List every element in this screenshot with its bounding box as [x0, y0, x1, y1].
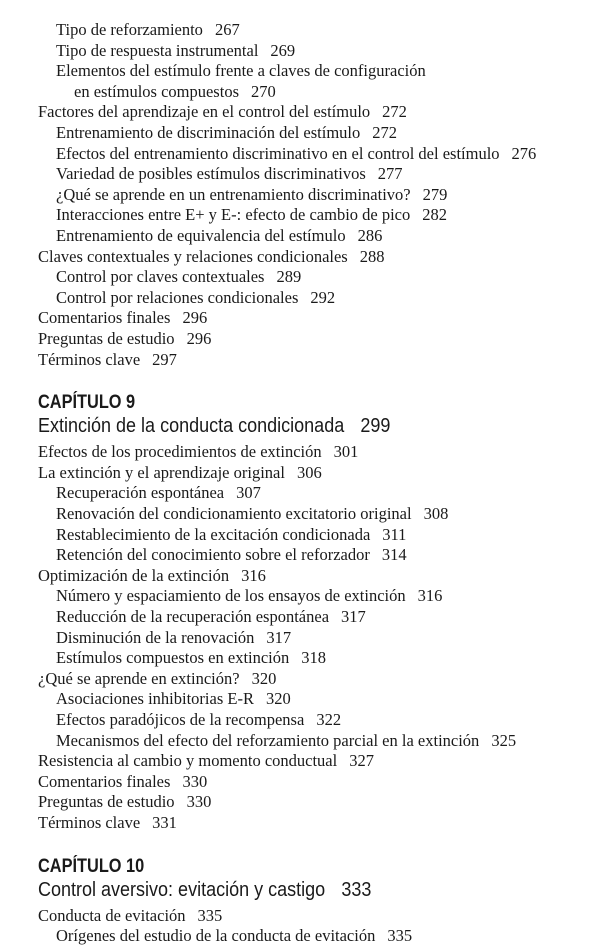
- toc-entry-text: Interacciones entre E+ y E-: efecto de cambio de pico: [56, 205, 411, 225]
- toc-entry-page: 320: [251, 668, 277, 688]
- toc-entry-page: 306: [296, 462, 322, 482]
- toc-entry: [56, 926, 412, 946]
- toc-entry: [38, 350, 177, 370]
- toc-entry-text: Tipo de reforzamiento: [56, 20, 203, 39]
- toc-entry-text: Preguntas de estudio: [38, 329, 175, 348]
- toc-entry-page: 311: [382, 524, 407, 544]
- toc-entry-page: 308: [423, 504, 449, 523]
- chapter-title-text: Control aversivo: evitación y castigo: [38, 878, 326, 901]
- toc-entry: [56, 710, 341, 730]
- toc-entry-text: Control por claves contextuales: [56, 267, 265, 287]
- toc-entry-page: 322: [316, 710, 342, 729]
- toc-entry-page: 325: [491, 730, 517, 750]
- toc-entry-page: 335: [197, 905, 223, 925]
- toc-entry-page: 331: [152, 813, 177, 832]
- toc-entry: [56, 288, 335, 308]
- toc-entry: [56, 504, 448, 524]
- toc-entry-page: 270: [250, 81, 276, 101]
- toc-entry-text: Tipo de respuesta instrumental: [56, 40, 259, 60]
- toc-entry: [38, 751, 374, 771]
- chapter-label: CAPÍTULO 10: [38, 855, 145, 877]
- toc-entry: [38, 772, 207, 792]
- toc-entry-text: Resistencia al cambio y momento conductual: [38, 751, 338, 771]
- toc-entry-page: 296: [182, 308, 208, 328]
- toc-entry: [56, 185, 447, 205]
- toc-entry: [56, 731, 516, 751]
- toc-entry-page: 267: [214, 20, 240, 39]
- toc-entry-text: Variedad de posibles estímulos discriminativos: [56, 164, 366, 184]
- toc-entry-page: 272: [382, 102, 407, 122]
- toc-entry: [56, 164, 403, 184]
- toc-entry-page: 292: [310, 287, 336, 307]
- toc-entry-page: 330: [186, 792, 212, 812]
- toc-entry-text: Factores del aprendizaje en el control del estímulo: [38, 102, 371, 122]
- toc-entry: [56, 267, 301, 287]
- toc-entry-page: 289: [276, 267, 302, 287]
- toc-entry-page: 307: [236, 483, 261, 503]
- toc-entry: [56, 483, 261, 503]
- toc-entry-text: Número y espaciamiento de los ensayos de extinción: [56, 586, 406, 606]
- toc-entry-page: 276: [511, 143, 537, 163]
- toc-entry-text: Retención del conocimiento sobre el reforzador: [56, 545, 370, 565]
- toc-entry-text: Conducta de evitación: [38, 905, 186, 925]
- chapter-title-page: 299: [360, 415, 391, 438]
- toc-entry-page: 288: [359, 246, 385, 266]
- toc-entry-page: 317: [266, 627, 292, 647]
- toc-entry-text: Claves contextuales y relaciones condicionales: [38, 246, 348, 266]
- toc-entry: [38, 308, 207, 328]
- toc-entry-text: Renovación del condicionamiento excitatorio original: [56, 504, 412, 523]
- toc-entry-text: Términos clave: [38, 813, 141, 832]
- chapter-title-text: Extinción de la conducta condicionada: [38, 415, 345, 438]
- toc-entry-page: 279: [422, 184, 448, 204]
- toc-entry-text: Control por relaciones condicionales: [56, 287, 299, 307]
- toc-entry: [38, 669, 276, 689]
- toc-entry-text: Estímulos compuestos en extinción: [56, 648, 290, 668]
- toc-entry-page: 269: [270, 40, 296, 60]
- toc-entry: [38, 102, 407, 122]
- toc-entry-text: Recuperación espontánea: [56, 483, 225, 503]
- toc-entry-text: Efectos del entrenamiento discriminativo en el control del estímulo: [56, 143, 500, 163]
- toc-entry-text: Preguntas de estudio: [38, 792, 175, 812]
- toc-entry-text: Disminución de la renovación: [56, 627, 255, 647]
- toc-entry-page: 317: [341, 607, 366, 626]
- chapter-title: [38, 414, 390, 438]
- toc-entry-page: 286: [357, 226, 383, 245]
- toc-entry-page: 335: [387, 926, 413, 946]
- toc-entry-text: Comentarios finales: [38, 308, 171, 328]
- toc-entry: [56, 123, 397, 143]
- toc-entry: [38, 813, 177, 833]
- toc-entry: [56, 205, 447, 225]
- toc-entry-text: Efectos paradójicos de la recompensa: [56, 710, 305, 729]
- toc-entry: [56, 607, 366, 627]
- toc-entry-text: Elementos del estímulo frente a claves de configuración: [56, 61, 426, 81]
- toc-entry-page: 318: [301, 648, 327, 668]
- toc-entry: [56, 689, 291, 709]
- toc-entry: [38, 329, 211, 349]
- toc-entry-text: Optimización de la extinción: [38, 565, 230, 585]
- toc-entry-page: 282: [422, 205, 448, 225]
- toc-entry-text: ¿Qué se aprende en extinción?: [38, 668, 240, 688]
- toc-entry: [38, 442, 358, 462]
- toc-entry-page: 314: [381, 545, 407, 565]
- toc-entry-page: 320: [265, 689, 291, 709]
- toc-entry-text: Efectos de los procedimientos de extinción: [38, 442, 322, 462]
- toc-entry-page: 316: [417, 586, 443, 606]
- toc-entry: [56, 20, 240, 40]
- toc-entry: [56, 226, 382, 246]
- toc-entry-text: Términos clave: [38, 349, 141, 369]
- chapter-title: [38, 878, 371, 902]
- toc-entry: [56, 648, 326, 668]
- toc-entry-text: Comentarios finales: [38, 771, 171, 791]
- chapter-label: CAPÍTULO 9: [38, 392, 136, 414]
- toc-entry: [38, 792, 211, 812]
- toc-entry-text: Restablecimiento de la excitación condicionada: [56, 524, 371, 544]
- toc-entry-page: 272: [372, 123, 398, 142]
- toc-entry-text: Mecanismos del efecto del reforzamiento parcial en la extinción: [56, 730, 480, 750]
- toc-entry-page: 327: [349, 751, 374, 771]
- toc-entry-page: 316: [241, 565, 266, 585]
- toc-entry: [56, 61, 426, 81]
- toc-entry: [56, 586, 442, 606]
- toc-entry-text: Entrenamiento de discriminación del estímulo: [56, 123, 361, 142]
- toc-entry-page: 301: [333, 442, 359, 462]
- chapter-title-page: 333: [341, 878, 372, 901]
- toc-entry: [38, 906, 222, 926]
- toc-entry: [56, 41, 295, 61]
- toc-entry-text: en estímulos compuestos: [74, 81, 239, 101]
- toc-entry-text: ¿Qué se aprende en un entrenamiento discriminativo?: [56, 184, 411, 204]
- toc-entry: [74, 82, 276, 102]
- toc-entry-page: 296: [186, 329, 212, 348]
- toc-entry-text: Asociaciones inhibitorias E-R: [56, 689, 254, 709]
- toc-entry: [38, 566, 266, 586]
- toc-entry-page: 277: [377, 164, 403, 184]
- toc-entry: [56, 144, 536, 164]
- toc-entry: [56, 545, 407, 565]
- toc-entry-page: 297: [152, 349, 177, 369]
- toc-entry: [56, 525, 406, 545]
- toc-entry: [38, 463, 322, 483]
- toc-entry: [56, 628, 291, 648]
- toc-entry-text: La extinción y el aprendizaje original: [38, 462, 285, 482]
- toc-entry: [38, 247, 384, 267]
- toc-entry-text: Reducción de la recuperación espontánea: [56, 607, 330, 626]
- toc-entry-page: 330: [182, 771, 208, 791]
- toc-entry-text: Orígenes del estudio de la conducta de evitación: [56, 926, 376, 946]
- toc-entry-text: Entrenamiento de equivalencia del estímulo: [56, 226, 346, 245]
